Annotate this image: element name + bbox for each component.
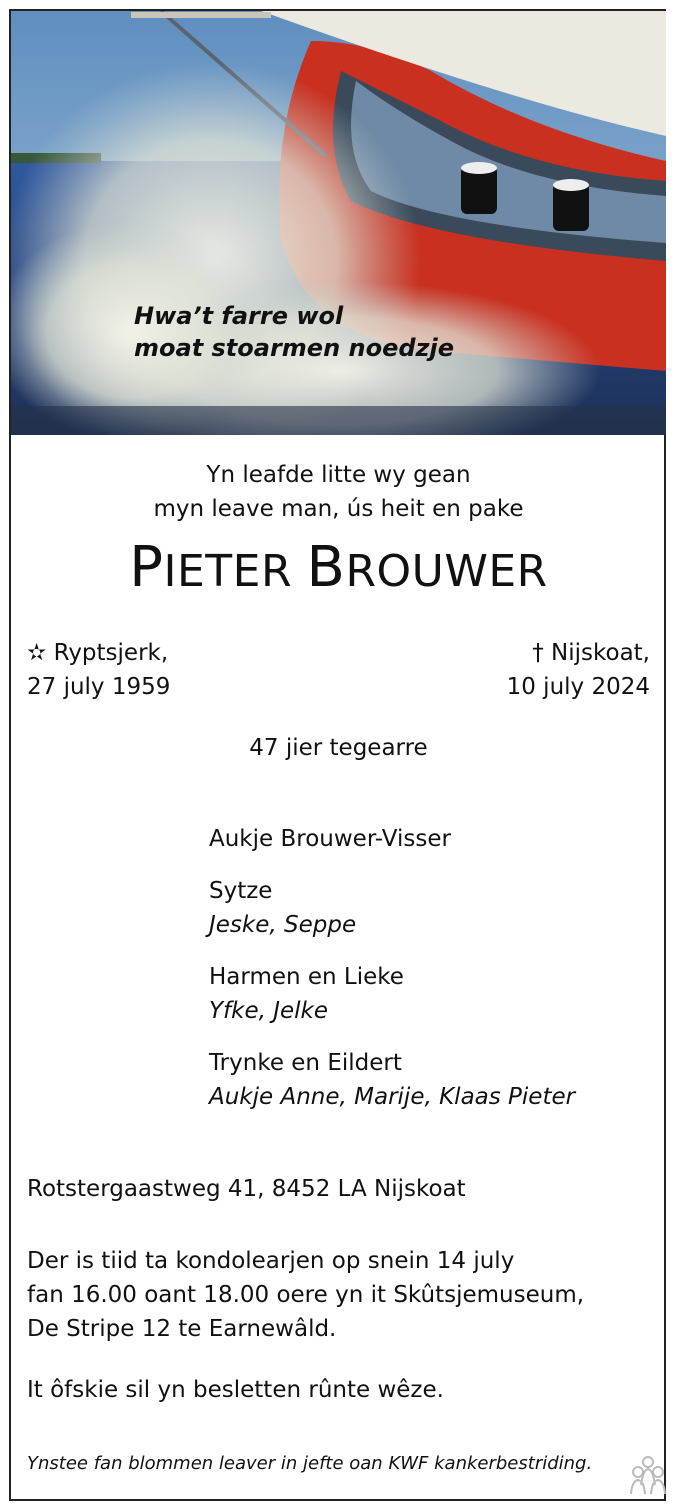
condolence-line-3: De Stripe 12 te Earnewâld.: [27, 1316, 337, 1342]
condolence-line-1: Der is tiid ta kondolearjen op snein 14 july: [27, 1248, 515, 1274]
birth-info: [27, 636, 170, 704]
quote-line-1: Hwa’t farre wol: [134, 302, 344, 330]
boat-photo: [11, 11, 666, 435]
first-name-rest: IETER: [163, 546, 293, 597]
people-group-icon: [630, 1455, 666, 1499]
condolence-line-2: fan 16.00 oant 18.00 oere yn it Skûtsjemuseum,: [27, 1282, 585, 1308]
condolence-info: [27, 1244, 584, 1346]
funeral-info: It ôfskie sil yn besletten rûnte wêze.: [27, 1377, 444, 1403]
intro-line-1: Yn leafde litte wy gean: [206, 462, 471, 488]
last-name-initial: B: [306, 535, 346, 600]
death-info: [507, 636, 650, 704]
first-name-initial: P: [129, 535, 164, 600]
star-icon: ✫: [27, 640, 47, 666]
family-member: Aukje Brouwer-Visser: [209, 826, 451, 852]
death-date: 10 july 2024: [506, 674, 650, 700]
cross-icon: †: [532, 640, 544, 666]
donation-note: Ynstee fan blommen leaver in jefte oan KWF kankerbestriding.: [27, 1453, 593, 1474]
family-member: Trynke en Eildert: [209, 1050, 402, 1076]
death-place: Nijskoat,: [551, 640, 650, 666]
grandchildren: Jeske, Seppe: [209, 912, 357, 938]
family-group: [209, 874, 575, 942]
grandchildren: Aukje Anne, Marije, Klaas Pieter: [209, 1084, 576, 1110]
intro-line-2: myn leave man, ús heit en pake: [153, 496, 524, 522]
family-member: Harmen en Lieke: [209, 964, 404, 990]
family-group: [209, 960, 575, 1028]
family-list: [209, 822, 575, 1132]
quote-line-2: moat stoarmen noedzje: [134, 334, 455, 362]
birth-date: 27 july 1959: [27, 674, 171, 700]
family-group: [209, 1046, 575, 1114]
deceased-name: [0, 535, 677, 600]
marriage-years: 47 jier tegearre: [249, 735, 428, 761]
family-member: Sytze: [209, 878, 273, 904]
home-address: Rotstergaastweg 41, 8452 LA Nijskoat: [27, 1176, 466, 1202]
intro-text: [0, 458, 677, 526]
family-group: [209, 822, 575, 856]
grandchildren: Yfke, Jelke: [209, 998, 329, 1024]
last-name-rest: ROUWER: [345, 546, 548, 597]
photo-quote: [134, 300, 454, 364]
birth-place: Ryptsjerk,: [53, 640, 169, 666]
